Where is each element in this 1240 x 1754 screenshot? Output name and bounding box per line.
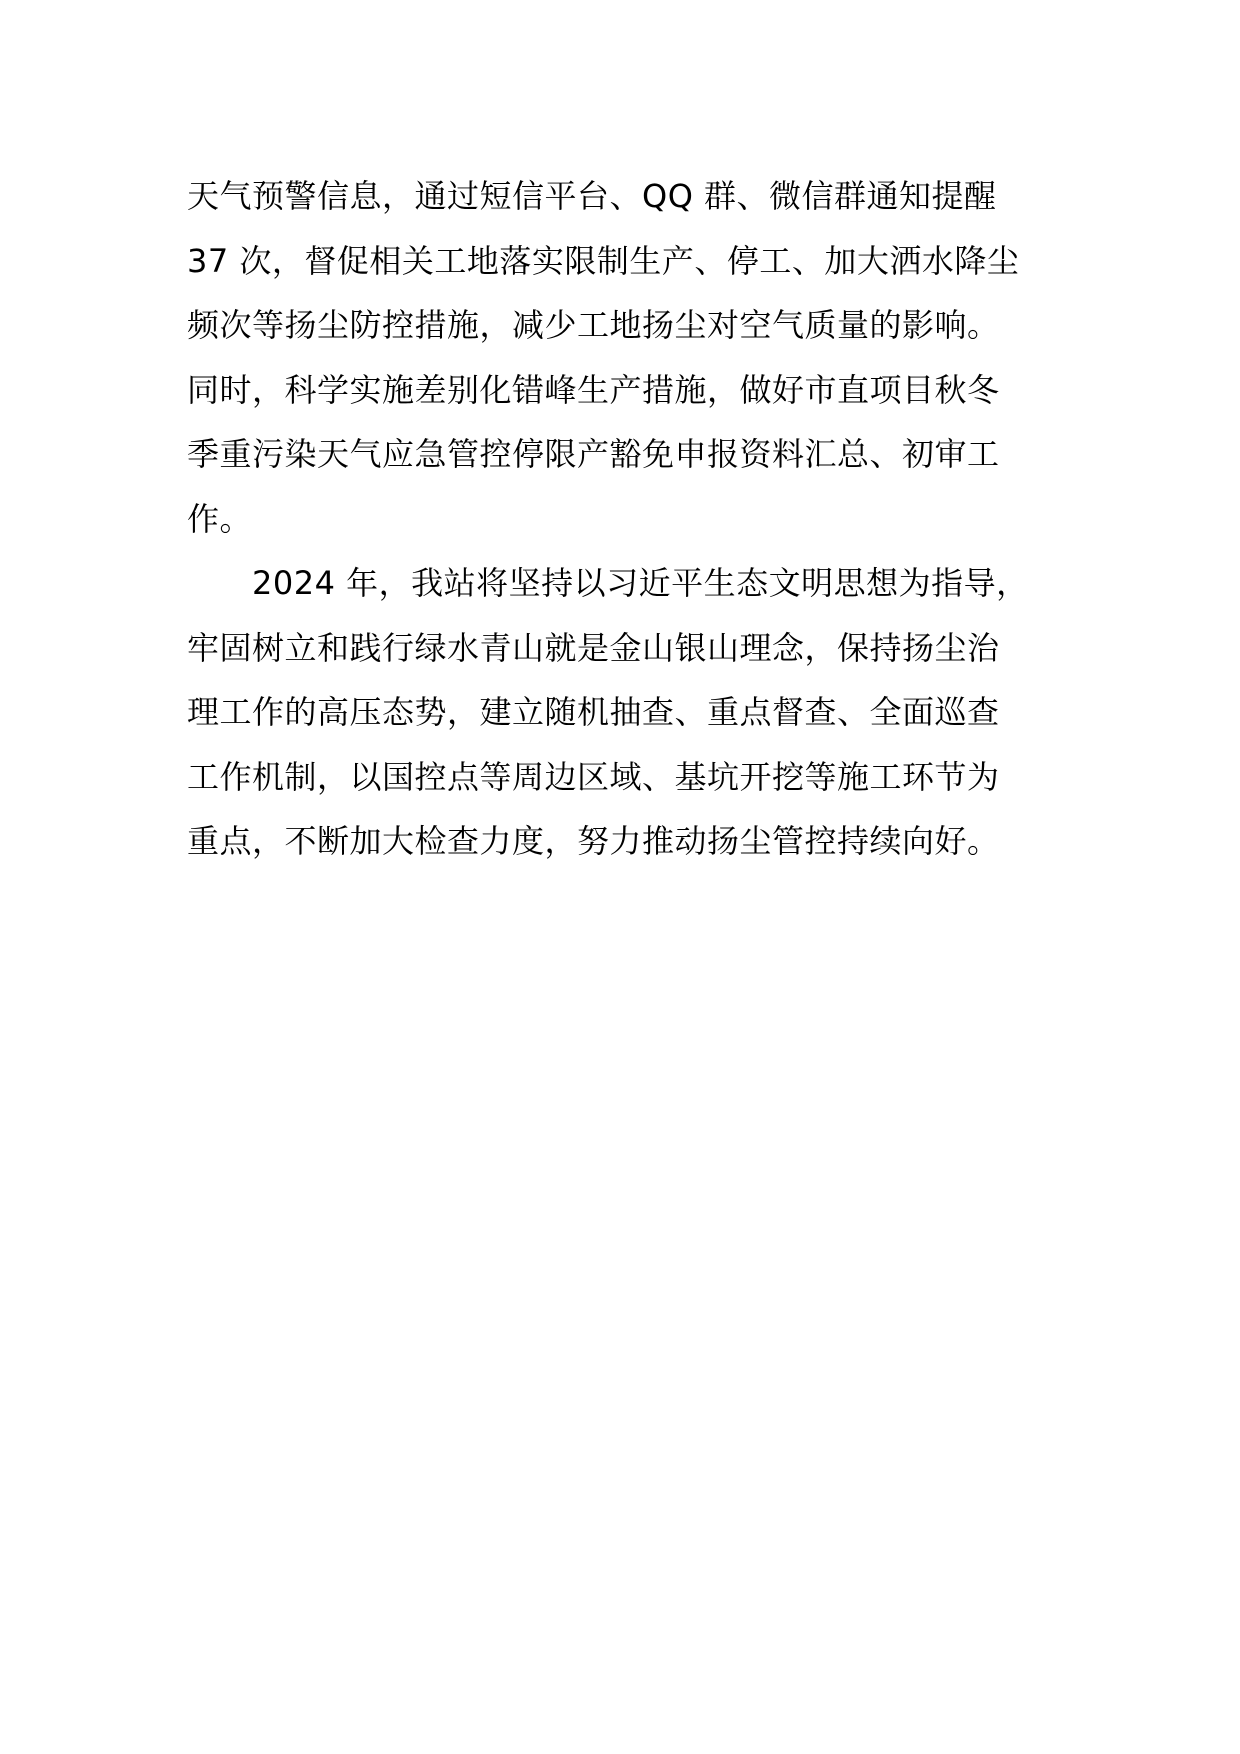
text-line: 同时，科学实施差别化错峰生产措施，做好市直项目秋冬 (187, 370, 1000, 409)
text-line: 频次等扬尘防控措施，减少工地扬尘对空气质量的影响。 (187, 306, 1000, 344)
text-line: 工作机制，以国控点等周边区域、基坑开挖等施工环节为 (187, 757, 1000, 796)
text-line: 理工作的高压态势，建立随机抽查、重点督查、全面巡查 (187, 693, 1000, 731)
text-line: 牢固树立和践行绿水青山就是金山银山理念，保持扬尘治 (187, 628, 1000, 667)
paragraph-2024-plan (187, 551, 1057, 874)
text-line: 天气预警信息，通过短信平台、QQ 群、微信群通知提醒 (187, 177, 997, 215)
text-line: 季重污染天气应急管控停限产豁免申报资料汇总、初审工 (187, 435, 1000, 473)
paragraph-continuation (187, 164, 1057, 551)
text-line: 2024 年，我站将坚持以习近平生态文明思想为指导， (187, 564, 1029, 602)
text-line: 重点，不断加大检查力度，努力推动扬尘管控持续向好。 (187, 822, 1000, 860)
text-line: 37 次，督促相关工地落实限制生产、停工、加大洒水降尘 (187, 241, 1020, 280)
text-line: 作。 (187, 499, 253, 538)
